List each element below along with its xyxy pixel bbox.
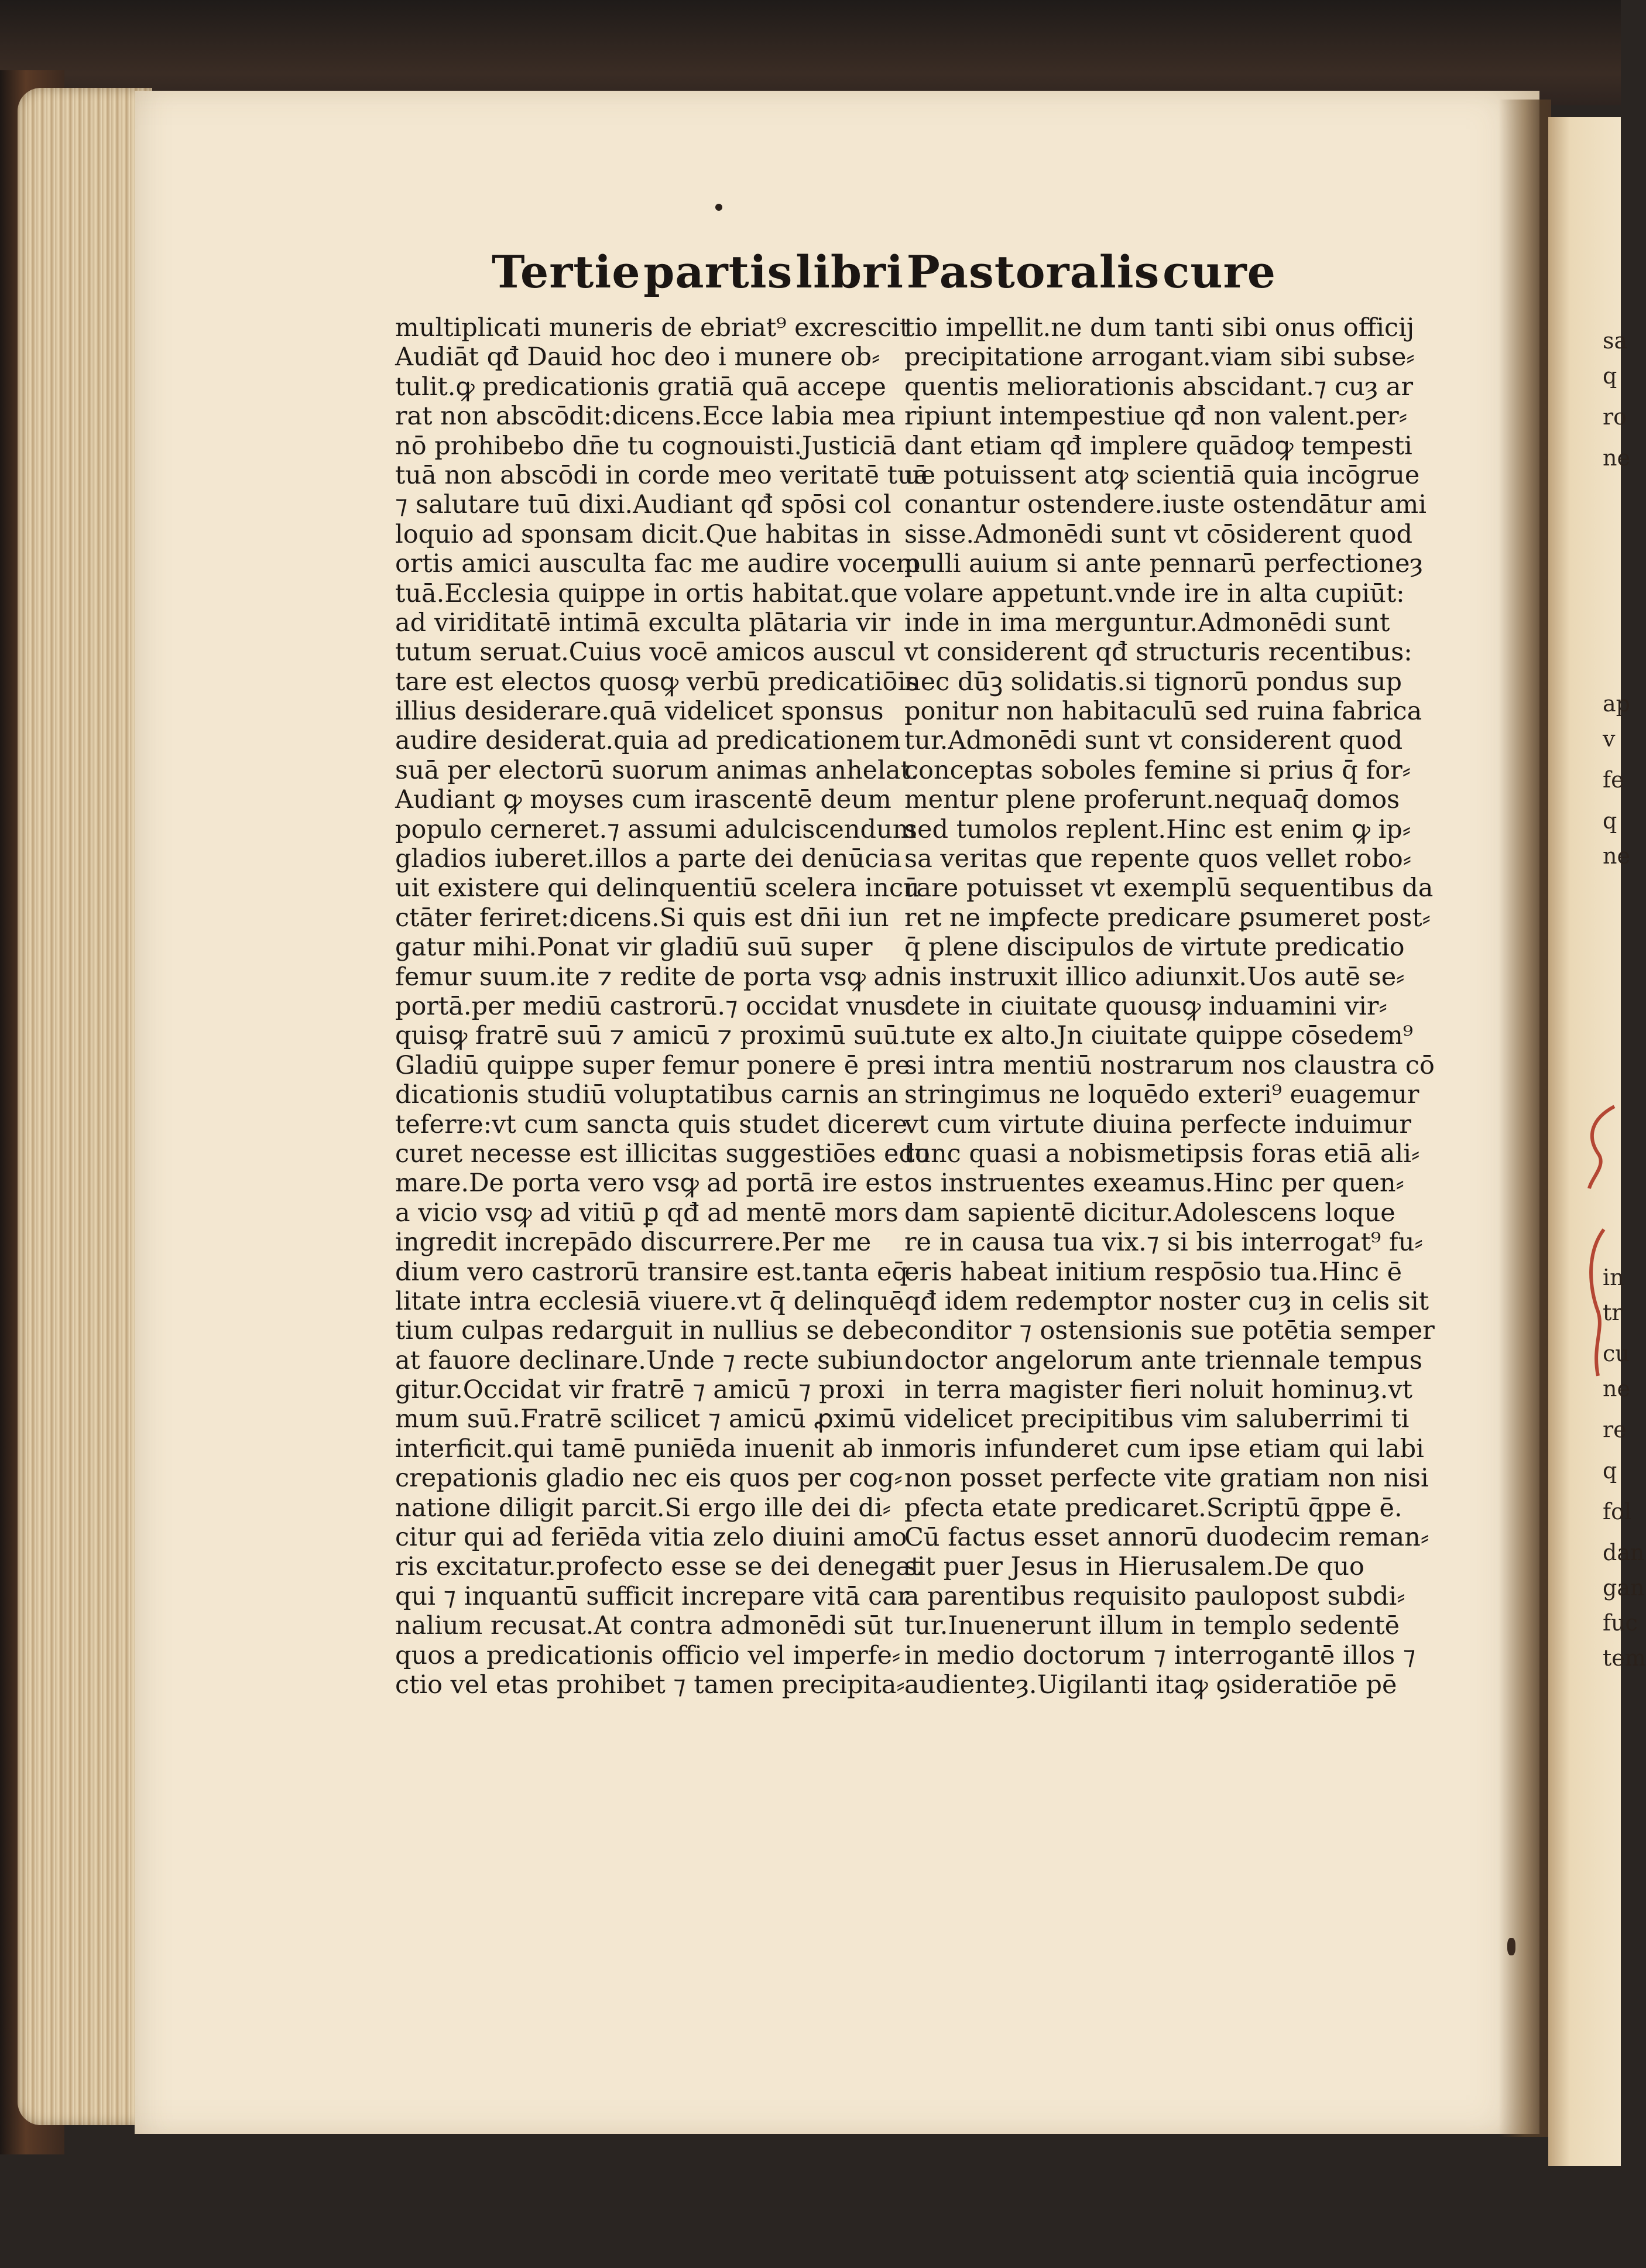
text-line: gatur mihi.Ponat vir gladiū suū super bbox=[395, 933, 873, 962]
text-line: ad viriditatē intimā exculta plātaria vir bbox=[395, 608, 891, 638]
text-line: femur suum.ite ⁊ redite de porta vsꝙ ad bbox=[395, 962, 905, 992]
text-line: precipitatione arrogant.viam sibi subse⸗ bbox=[904, 342, 1415, 372]
gutter-shadow bbox=[1498, 100, 1551, 2137]
running-head bbox=[492, 246, 1276, 298]
text-line: vt considerent qđ structuris recentibus: bbox=[904, 638, 1412, 667]
text-line: nalium recusat.At contra admonēdi sūt bbox=[395, 1611, 893, 1641]
facing-page-fragment: tem bbox=[1603, 1645, 1646, 1671]
text-line: stringimus ne loquēdo exteri⁹ euagemur bbox=[904, 1080, 1419, 1110]
text-line: uit existere qui delinquentiū scelera incū bbox=[395, 873, 920, 903]
text-line: portā.per mediū castrorū.⁊ occidat vnus bbox=[395, 991, 906, 1021]
text-line: ripiunt intempestiue qđ non valent.per⸗ bbox=[904, 402, 1408, 431]
text-line: tio impellit.ne dum tanti sibi onus officij bbox=[904, 313, 1415, 342]
text-line: conditor ⁊ ostensionis sue potētia semper bbox=[904, 1316, 1435, 1346]
text-line: inde in ima merguntur.Admonēdi sunt bbox=[904, 608, 1390, 638]
text-line: vt cum virtute diuina perfecte induimur bbox=[904, 1109, 1411, 1139]
running-head-word: partis bbox=[643, 246, 793, 298]
facing-page-fragment: fol bbox=[1603, 1499, 1632, 1524]
text-line: ris excitatur.profecto esse se dei denegat bbox=[395, 1552, 921, 1582]
left-text-column bbox=[395, 313, 930, 1700]
text-line: tulit.ꝙ predicationis gratiā quā accepe bbox=[395, 372, 886, 402]
text-line: mum suū.Fratrē scilicet ⁊ amicū ꝓximū bbox=[395, 1404, 896, 1434]
facing-page-fragment: ne bbox=[1603, 843, 1630, 869]
text-line: a vicio vsꝙ ad vitiū ꝑ qđ ad mentē mors bbox=[395, 1198, 899, 1228]
text-line: dant etiam qđ implere quādoꝙ tempesti bbox=[904, 431, 1412, 461]
facing-page-fragment: ap bbox=[1603, 691, 1630, 717]
text-line: dete in ciuitate quousꝙ induamini vir⸗ bbox=[904, 991, 1387, 1021]
text-line: audire desiderat.quia ad predicationem bbox=[395, 726, 901, 756]
text-line: tute ex alto.Jn ciuitate quippe cōsedem⁹ bbox=[904, 1021, 1414, 1051]
text-line: videlicet precipitibus vim saluberrimi ti bbox=[904, 1404, 1410, 1434]
running-head-word: libri bbox=[795, 246, 904, 298]
facing-page-fragment: ne bbox=[1603, 1376, 1630, 1402]
text-line: sisse.Admonēdi sunt vt cōsiderent quod bbox=[904, 519, 1413, 549]
text-line: non posset perfecte vite gratiam non nisi bbox=[904, 1464, 1429, 1493]
text-line: suā per electorū suorum animas anhelat. bbox=[395, 755, 919, 785]
text-line: in terra magister fieri noluit hominuȝ.vt bbox=[904, 1375, 1412, 1405]
text-line: moris infunderet cum ipse etiam qui labi bbox=[904, 1434, 1424, 1464]
text-line: citur qui ad feriēda vitia zelo diuini amo bbox=[395, 1523, 907, 1553]
text-line: quos a predicationis officio vel imperfe⸗ bbox=[395, 1640, 901, 1670]
text-line: eris habeat initium respōsio tua.Hinc ē bbox=[904, 1257, 1402, 1287]
facing-page-fragment: ne bbox=[1603, 445, 1630, 471]
facing-page-fragment: cu bbox=[1603, 1341, 1630, 1366]
running-head-word: Tertie bbox=[492, 246, 641, 298]
text-line: gitur.Occidat vir fratrē ⁊ amicū ⁊ proxi bbox=[395, 1375, 885, 1405]
text-line: curet necesse est illicitas suggestiōes edo bbox=[395, 1139, 930, 1169]
text-line: loquio ad sponsam dicit.Que habitas in bbox=[395, 519, 891, 549]
text-line: Audiāt qđ Dauid hoc deo i munere ob⸗ bbox=[395, 342, 880, 372]
facing-page-fragment: in bbox=[1603, 1265, 1624, 1290]
text-line: ctāter feriret:dicens.Si quis est dn̄i iun bbox=[395, 903, 889, 933]
text-line: volare appetunt.vnde ire in alta cupiūt: bbox=[904, 578, 1405, 608]
facing-page-fragment: gan bbox=[1603, 1575, 1645, 1601]
facing-page-fragment: re bbox=[1603, 1417, 1627, 1443]
text-line: populo cerneret.⁊ assumi adulciscendum bbox=[395, 814, 917, 844]
text-line: ctio vel etas prohibet ⁊ tamen precipita⸗ bbox=[395, 1670, 905, 1700]
text-line: sa veritas que repente quos vellet robo⸗ bbox=[904, 844, 1412, 874]
red-paraph-flourish bbox=[1580, 1101, 1616, 1393]
text-line: rare potuisset vt exemplū sequentibus da bbox=[904, 873, 1434, 903]
text-line: teferre:vt cum sancta quis studet dicere bbox=[395, 1109, 908, 1139]
text-line: pfecta etate predicaret.Scriptū q̄ppe ē. bbox=[904, 1493, 1402, 1523]
text-line: quisꝙ fratrē suū ⁊ amicū ⁊ proximū suū. bbox=[395, 1021, 907, 1051]
text-line: audienteȝ.Uigilanti itaꝙ ꝯsideratiōe pē bbox=[904, 1670, 1397, 1700]
text-line: tuā.Ecclesia quippe in ortis habitat.que bbox=[395, 578, 898, 608]
text-line: tur.Inuenerunt illum in templo sedentē bbox=[904, 1611, 1400, 1641]
text-line: mentur plene proferunt.nequaq̄ domos bbox=[904, 785, 1400, 815]
text-line: mare.De porta vero vsꝙ ad portā ire est bbox=[395, 1169, 904, 1198]
text-line: si intra mentiū nostrarum nos claustra cō bbox=[904, 1050, 1435, 1080]
text-line: crepationis gladio nec eis quos per cog⸗ bbox=[395, 1464, 903, 1493]
text-line: gladios iuberet.illos a parte dei denūcia bbox=[395, 844, 902, 874]
text-line: at fauore declinare.Unde ⁊ recte subiun bbox=[395, 1345, 903, 1375]
text-line: tutum seruat.Cuius vocē amicos auscul bbox=[395, 638, 896, 667]
text-line: quentis meliorationis abscidant.⁊ cuȝ ar bbox=[904, 372, 1414, 402]
text-line: in medio doctorum ⁊ interrogantē illos ⁊ bbox=[904, 1640, 1416, 1670]
text-line: dicationis studiū voluptatibus carnis an bbox=[395, 1080, 899, 1110]
right-text-column bbox=[904, 313, 1435, 1700]
text-line: nis instruxit illico adiunxit.Uos autē se⸗ bbox=[904, 962, 1405, 992]
running-head-word: Pastoralis bbox=[906, 246, 1160, 298]
text-line: ⁊ salutare tuū dixi.Audiant qđ spōsi col bbox=[395, 490, 891, 520]
facing-page-fragment: fe bbox=[1603, 767, 1624, 793]
text-line: ue potuissent atꝙ scientiā quia incōgrue bbox=[904, 460, 1420, 490]
text-line: tare est electos quosꝙ verbū predicatiōis bbox=[395, 667, 919, 697]
facing-page-fragment: q bbox=[1603, 363, 1617, 389]
text-line: tur.Admonēdi sunt vt considerent quod bbox=[904, 726, 1403, 756]
text-line: sit puer Jesus in Hierusalem.De quo bbox=[904, 1552, 1364, 1582]
text-line: qui ⁊ inquantū sufficit increpare vitā car bbox=[395, 1581, 910, 1611]
text-line: ingredit increpādo discurrere.Per me bbox=[395, 1228, 872, 1258]
text-line: illius desiderare.quā videlicet sponsus bbox=[395, 697, 884, 727]
text-line: sed tumolos replent.Hinc est enim ꝙ ip⸗ bbox=[904, 814, 1411, 844]
text-line: rat non abscōdit:dicens.Ecce labia mea bbox=[395, 402, 896, 431]
text-line: conceptas soboles femine si prius q̄ for⸗ bbox=[904, 755, 1411, 785]
text-line: q̄ plene discipulos de virtute predicatio bbox=[904, 933, 1405, 962]
text-line: natione diligit parcit.Si ergo ille dei di⸗ bbox=[395, 1493, 891, 1523]
text-line: a parentibus requisito paulopost subdi⸗ bbox=[904, 1581, 1405, 1611]
text-line: Audiant ꝙ moyses cum irascentē deum bbox=[395, 785, 891, 815]
text-line: tunc quasi a nobismetipsis foras etiā ali⸗ bbox=[904, 1139, 1420, 1169]
signature-dot bbox=[715, 204, 722, 211]
facing-page-fragment: q bbox=[1603, 808, 1617, 834]
running-head-word: cure bbox=[1163, 246, 1276, 298]
text-line: qđ idem redemptor noster cuȝ in celis sit bbox=[904, 1286, 1429, 1316]
facing-page-fragment: tr bbox=[1603, 1300, 1623, 1325]
text-line: Cū factus esset annorū duodecim reman⸗ bbox=[904, 1523, 1429, 1553]
text-line: pulli auium si ante pennarū perfectioneȝ bbox=[904, 549, 1423, 579]
text-line: Gladiū quippe super femur ponere ē pre bbox=[395, 1050, 910, 1080]
text-line: conantur ostendere.iuste ostendātur ami bbox=[904, 490, 1427, 520]
text-line: interficit.qui tamē puniēda inuenit ab in bbox=[395, 1434, 906, 1464]
text-line: nec dūꝫ solidatis.si tignorū pondus sup bbox=[904, 667, 1402, 697]
text-line: litate intra ecclesiā viuere.vt q̄ delinquē bbox=[395, 1286, 904, 1316]
facing-page-fragment: fuc bbox=[1603, 1610, 1638, 1636]
facing-page-fragment: v bbox=[1603, 726, 1616, 752]
text-line: tium culpas redarguit in nullius se debe bbox=[395, 1316, 904, 1346]
text-line: os instruentes exeamus.Hinc per quen⸗ bbox=[904, 1169, 1404, 1198]
text-line: ret ne imꝑfecte predicare ꝑsumeret post⸗ bbox=[904, 903, 1431, 933]
text-line: re in causa tua vix.⁊ si bis interrogat⁹ fu⸗ bbox=[904, 1228, 1423, 1258]
text-line: multiplicati muneris de ebriat⁹ excrescit bbox=[395, 313, 910, 342]
text-line: dium vero castrorū transire est.tanta eq̄ bbox=[395, 1257, 908, 1287]
text-line: ponitur non habitaculū sed ruina fabrica bbox=[904, 697, 1422, 727]
cover-top-edge bbox=[0, 0, 1621, 105]
facing-page-fragment: sa bbox=[1603, 328, 1628, 354]
ink-spot bbox=[1507, 1938, 1515, 1955]
text-line: doctor angelorum ante triennale tempus bbox=[904, 1345, 1422, 1375]
text-line: tuā non abscōdi in corde meo veritatē tuā bbox=[395, 460, 929, 490]
page-block-edges bbox=[18, 88, 152, 2125]
facing-page-fragment: q bbox=[1603, 1458, 1617, 1484]
text-line: nō prohibebo dn̄e tu cognouisti.Justiciā bbox=[395, 431, 897, 461]
text-line: ortis amici ausculta fac me audire vocem bbox=[395, 549, 920, 579]
facing-page-fragment: dan bbox=[1603, 1540, 1645, 1565]
text-line: dam sapientē dicitur.Adolescens loque bbox=[904, 1198, 1395, 1228]
facing-page-fragment: ro bbox=[1603, 404, 1627, 430]
